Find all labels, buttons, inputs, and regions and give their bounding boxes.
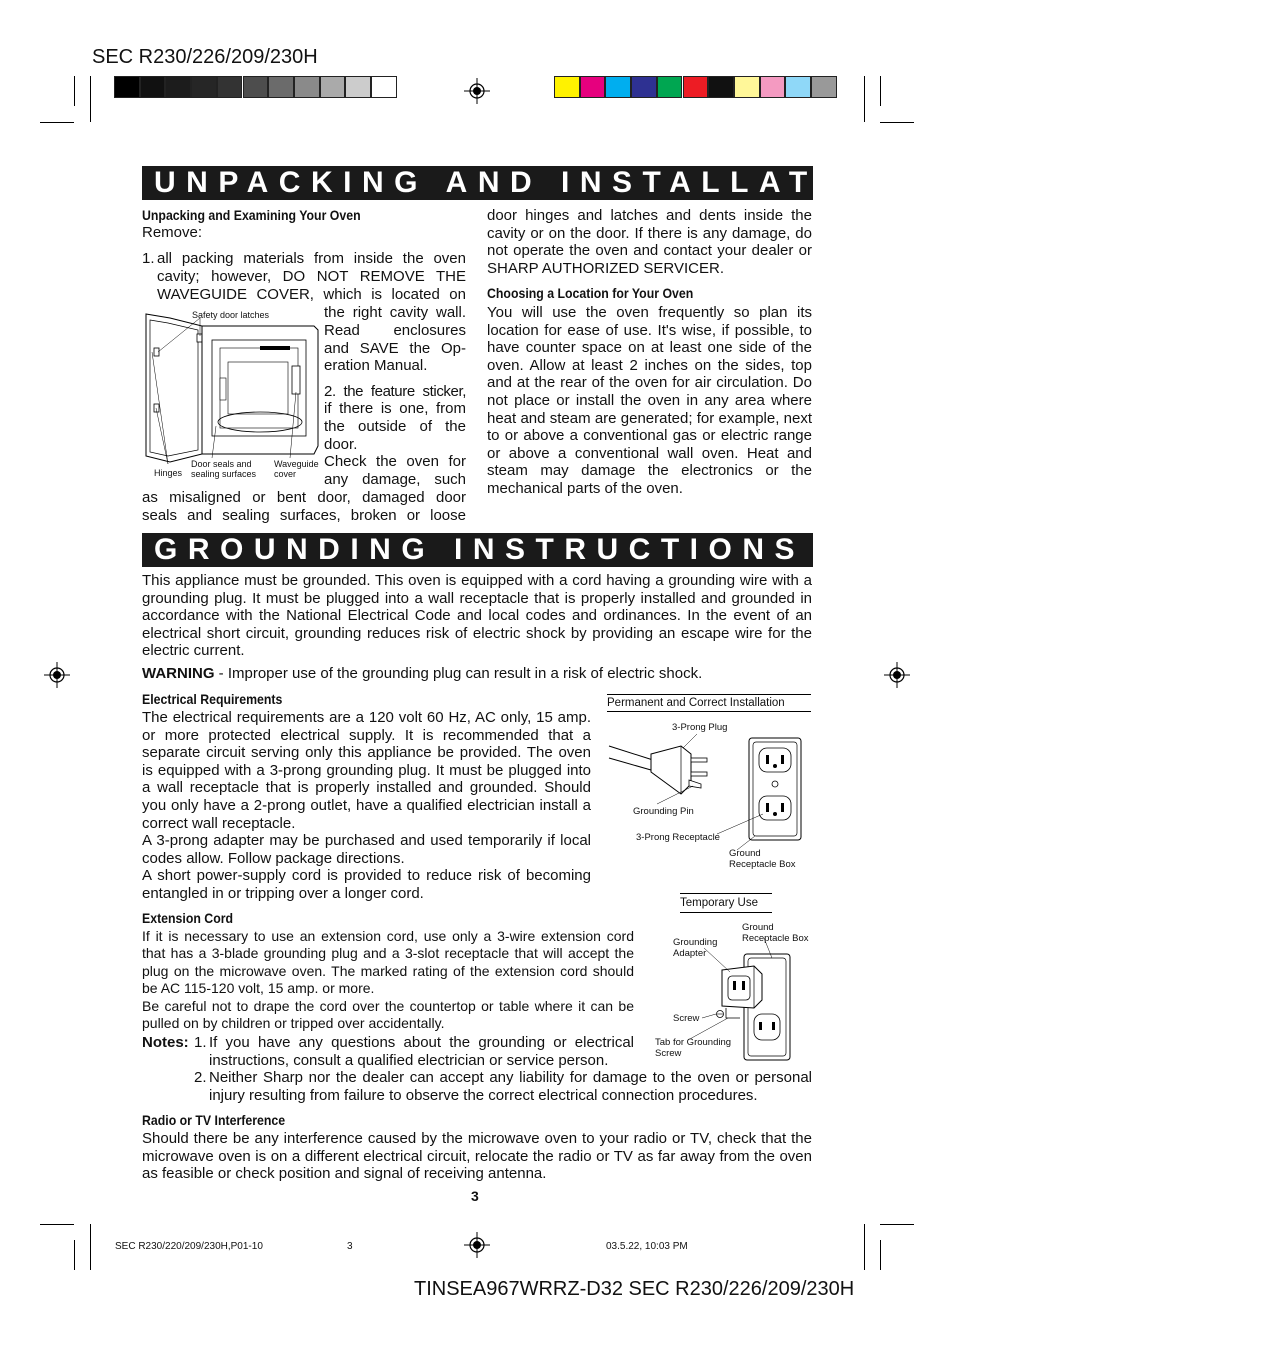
fig1-plug-label: 3-Prong Plug	[672, 722, 728, 733]
item1-line: cavity; however, DO NOT REMOVE THE	[157, 268, 466, 285]
crop-mark	[90, 1224, 91, 1270]
elec-heading: Electrical Requirements	[142, 691, 283, 707]
calibration-swatch	[191, 76, 217, 98]
calibration-swatch	[217, 76, 243, 98]
page-number: 3	[471, 1188, 479, 1204]
item1-right-line: Read enclosures	[324, 322, 466, 339]
damage-paragraph: door hinges and latches and dents inside the cavity or on the door. If there is any damage, do not operate the oven and contact your dealer or SHARP AUTHORIZED SERVICER.	[487, 207, 812, 277]
note1-number: 1.	[194, 1034, 207, 1051]
calibration-swatch	[631, 76, 657, 98]
calibration-swatch	[114, 76, 140, 98]
crop-mark	[880, 1224, 914, 1225]
footer-page: 3	[347, 1241, 353, 1252]
crop-mark	[74, 1240, 75, 1270]
fig2-adapter-label: Grounding Adapter	[673, 937, 718, 959]
grounding-intro: This appliance must be grounded. This oven is equipped with a cord having a grounding wire with a grounding plug. It must be plugged into a wall receptacle that is properly installed and grounded in accordance with the National Electrical Code and local codes and ordinances. In the event of an electrical short circuit, grounding reduces risk of electric shock by providing an escape wire for the electric current.	[142, 572, 812, 660]
calibration-swatch	[243, 76, 269, 98]
item2-line: 2. the feature sticker,	[324, 383, 466, 400]
fig1-pin-label: Grounding Pin	[633, 806, 694, 817]
header-model: SEC R230/226/209/230H	[92, 46, 318, 68]
calibration-swatch	[683, 76, 709, 98]
registration-mark-icon	[884, 662, 910, 688]
crop-mark	[90, 76, 91, 122]
fig2-box-label: Ground Receptacle Box	[742, 922, 809, 944]
warning-line	[142, 665, 812, 683]
crop-mark	[864, 76, 865, 122]
calibration-swatch	[268, 76, 294, 98]
calibration-swatch	[734, 76, 760, 98]
crop-mark	[880, 1240, 881, 1270]
note2-number: 2.	[194, 1069, 207, 1086]
bottom-line: as misaligned or bent door, damaged door	[142, 489, 466, 506]
item2-line: if there is one, from	[324, 400, 466, 417]
calibration-swatch	[760, 76, 786, 98]
registration-mark-icon	[464, 78, 490, 104]
crop-mark	[880, 122, 914, 123]
footer-date: 03.5.22, 10:03 PM	[606, 1241, 688, 1252]
location-heading: Choosing a Location for Your Oven	[487, 285, 694, 301]
calibration-swatch	[708, 76, 734, 98]
fig2-tab-label: Tab for Grounding Screw	[655, 1037, 732, 1059]
door-seals-label: Door seals and sealing surfaces	[191, 459, 257, 479]
notes-label: Notes:	[142, 1034, 189, 1051]
ext-paragraph-1: If it is necessary to use an extension cord, use only a 3-wire extension cord that has a 3-blade grounding plug and a 3-slot receptacle that will accept the plug on the microwave oven. The marked rating of the extension cord should be AC 115-120 volt, 15 amp. or more.	[142, 928, 634, 997]
calibration-swatch	[785, 76, 811, 98]
item1-line: WAVEGUIDE COVER, which is located on	[157, 286, 466, 303]
calibration-swatch	[140, 76, 166, 98]
calibration-swatch	[605, 76, 631, 98]
elec-paragraph-2: A 3-prong adapter may be purchased and used temporarily if local codes allow. Follow package directions.	[142, 832, 591, 867]
note2-text: Neither Sharp nor the dealer can accept any liability for damage to the oven or personal injury resulting from failure to observe the correct electrical connection procedures.	[209, 1069, 812, 1104]
calibration-swatch	[554, 76, 580, 98]
calibration-swatch	[345, 76, 371, 98]
item1-right-line: the right cavity wall.	[324, 304, 466, 321]
check-line: Check the oven for	[324, 453, 466, 470]
hinges-label: Hinges	[154, 468, 183, 478]
crop-mark	[864, 1224, 865, 1270]
calibration-swatch	[811, 76, 837, 98]
item1-right-line: eration Manual.	[324, 357, 428, 374]
fig1-title: Permanent and Correct Installation	[607, 694, 811, 712]
unpacking-banner: UNPACKING AND INSTALLATION INSTRUCTIONS	[142, 166, 813, 200]
check-line: any damage, such	[324, 471, 466, 488]
crop-mark	[74, 76, 75, 106]
item2-line: the outside of the	[324, 418, 466, 435]
radio-paragraph: Should there be any interference caused by the microwave oven to your radio or TV, check that the microwave oven is on a different electrical circuit, relocate the radio or TV as far away from the oven as feasible or check position and signal of receiving antenna.	[142, 1130, 812, 1183]
waveguide-label: Waveguide cover	[274, 459, 319, 479]
radio-heading: Radio or TV Interference	[142, 1112, 286, 1128]
crop-mark	[880, 76, 881, 106]
bottom-line: seals and sealing surfaces, broken or loose	[142, 507, 466, 524]
fig1-receptacle-label: 3-Prong Receptacle	[636, 832, 720, 843]
calibration-swatch	[320, 76, 346, 98]
fig2-screw-label: Screw	[673, 1013, 700, 1024]
elec-paragraph-3: A short power-supply cord is provided to reduce risk of becoming entangled in or tripping over a longer cord.	[142, 867, 591, 902]
remove-label: Remove:	[142, 224, 203, 241]
calibration-swatch	[580, 76, 606, 98]
footer-file: SEC R230/220/209/230H,P01-10	[115, 1241, 263, 1252]
item1-right-line: and SAVE the Op-	[324, 340, 466, 357]
safety-latches-label: Safety door latches	[192, 310, 270, 320]
item1-line: all packing materials from inside the oven	[157, 250, 466, 267]
elec-paragraph-1: The electrical requirements are a 120 volt 60 Hz, AC only, 15 amp. or more protected electrical supply. It is recommended that a separate circuit serving only this appliance be provided. The oven is equipped with a 3-prong grounding plug. It must be plugged into a wall receptacle that is properly installed and grounded. Should you only have a 2-prong outlet, have a qualified electrician install a correct wall receptacle.	[142, 709, 591, 832]
ext-paragraph-2: Be careful not to drape the cord over the countertop or table where it can be pulled on by children or tripped over accidentally.	[142, 998, 634, 1032]
crop-mark	[40, 122, 74, 123]
footer-model: TINSEA967WRRZ-D32 SEC R230/226/209/230H	[414, 1278, 855, 1300]
warning-text: - Improper use of the grounding plug can result in a risk of electric shock.	[214, 665, 703, 682]
fig2-title: Temporary Use	[680, 893, 772, 913]
registration-mark-icon	[464, 1232, 490, 1258]
note1-text: If you have any questions about the grounding or electrical instructions, consult a qualified electrician or service person.	[209, 1034, 634, 1069]
oven-diagram	[142, 306, 322, 482]
warning-label: WARNING	[142, 665, 215, 682]
examine-heading: Unpacking and Examining Your Oven	[142, 207, 361, 223]
calibration-swatch	[294, 76, 320, 98]
calibration-swatch	[657, 76, 683, 98]
calibration-swatch	[371, 76, 397, 98]
location-paragraph: You will use the oven frequently so plan its location for ease of use. It's wise, if possible, to have counter space on at least one side of the oven. Allow at least 2 inches on the sides, top and at the rear of the oven for air circulation. Do not place or install the oven in any area where heat and steam are generated; for example, next to or above a conventional gas or electric range or above a conventional wall oven. Heat and steam may damage the electronics or the mechanical parts of the oven.	[487, 304, 812, 497]
crop-mark	[40, 1224, 74, 1225]
ext-heading: Extension Cord	[142, 910, 234, 926]
fig1-box-label: Ground Receptacle Box	[729, 848, 796, 870]
grounding-banner: GROUNDING INSTRUCTIONS	[142, 533, 813, 567]
item1-number: 1.	[142, 250, 155, 267]
calibration-swatch	[165, 76, 191, 98]
item2-line: door.	[324, 436, 358, 453]
registration-mark-icon	[44, 662, 70, 688]
